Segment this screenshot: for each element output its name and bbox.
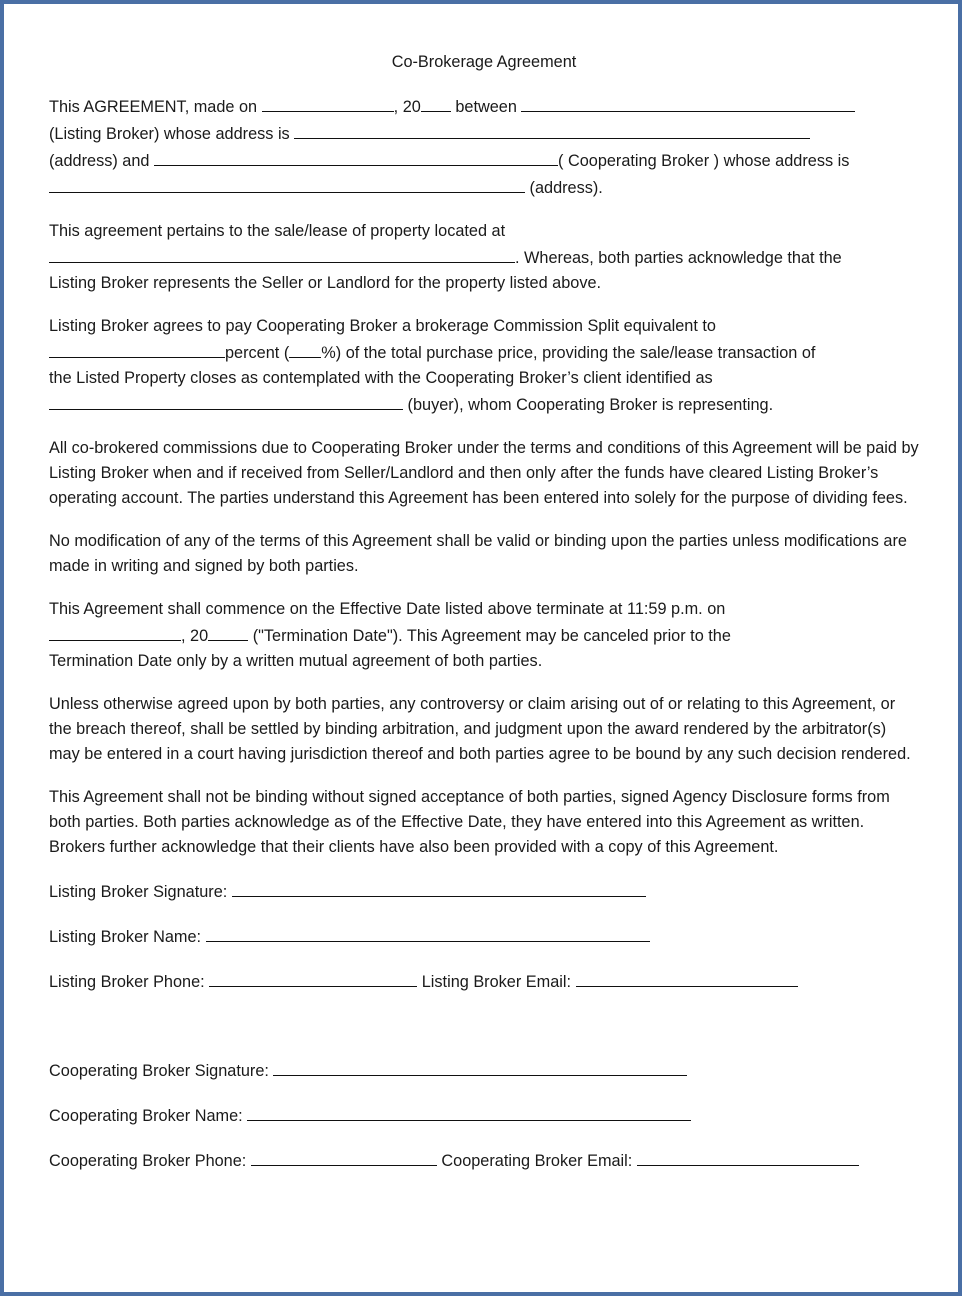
text: Listing Broker represents the Seller or Landlord for the property listed above.: [49, 274, 602, 292]
text: Termination Date only by a written mutual agreement of both parties.: [49, 652, 543, 670]
cooperating-broker-email-field[interactable]: [637, 1147, 859, 1166]
text: . Whereas, both parties acknowledge that the: [515, 249, 842, 267]
cooperating-broker-name-row: [49, 1102, 919, 1129]
listing-broker-email-field[interactable]: [576, 968, 798, 987]
text: This agreement pertains to the sale/lease of property located at: [49, 222, 506, 240]
text: , 20: [393, 98, 421, 116]
text: , 20: [181, 627, 209, 645]
text: Listing Broker agrees to pay Cooperating Broker a brokerage Commission Split equivalent to: [49, 317, 716, 335]
termination-paragraph: [49, 597, 919, 674]
termination-year-field[interactable]: [208, 622, 248, 641]
label: Listing Broker Name:: [49, 928, 202, 946]
property-location-field[interactable]: [49, 244, 515, 263]
cooperating-broker-signature-field[interactable]: [273, 1057, 687, 1076]
text: ("Termination Date"). This Agreement may be canceled prior to the: [252, 627, 731, 645]
text: ( Cooperating Broker ) whose address is: [558, 152, 850, 170]
agreement-parties-paragraph: [49, 93, 919, 201]
label: Listing Broker Phone:: [49, 973, 205, 991]
label: Cooperating Broker Email:: [441, 1152, 633, 1170]
property-paragraph: [49, 219, 919, 296]
text: percent (: [225, 344, 290, 362]
cooperating-broker-contact-row: [49, 1147, 919, 1174]
text: (address) and: [49, 152, 150, 170]
commission-split-field[interactable]: [49, 339, 225, 358]
listing-broker-contact-row: [49, 968, 919, 995]
listing-broker-phone-field[interactable]: [209, 968, 417, 987]
text: This AGREEMENT, made on: [49, 98, 258, 116]
listing-broker-address-field[interactable]: [294, 120, 810, 139]
agreement-year-field[interactable]: [421, 93, 451, 112]
label: Cooperating Broker Name:: [49, 1107, 243, 1125]
commission-paragraph: [49, 314, 919, 418]
commission-percent-field[interactable]: [289, 339, 321, 358]
cooperating-broker-signature-row: [49, 1057, 919, 1084]
label: Cooperating Broker Phone:: [49, 1152, 247, 1170]
listing-broker-signature-row: [49, 878, 919, 905]
text: (address).: [529, 179, 603, 197]
label: Listing Broker Signature:: [49, 883, 228, 901]
text: between: [455, 98, 517, 116]
text: This Agreement shall commence on the Effective Date listed above terminate at 11:59 p.m. on: [49, 600, 726, 618]
agreement-date-field[interactable]: [262, 93, 394, 112]
buyer-client-field[interactable]: [49, 391, 403, 410]
cooperating-broker-phone-field[interactable]: [251, 1147, 437, 1166]
listing-broker-name-row: [49, 923, 919, 950]
label: Cooperating Broker Signature:: [49, 1062, 269, 1080]
text: (buyer), whom Cooperating Broker is representing.: [407, 396, 774, 414]
document-title: Co-Brokerage Agreement: [391, 53, 577, 71]
cooperating-broker-field[interactable]: [154, 147, 558, 166]
text: (Listing Broker) whose address is: [49, 125, 290, 143]
label: Listing Broker Email:: [421, 973, 572, 991]
listing-broker-field[interactable]: [521, 93, 855, 112]
termination-date-field[interactable]: [49, 622, 181, 641]
listing-broker-signature-field[interactable]: [232, 878, 646, 897]
commissions-paragraph: All co-brokered commissions due to Cooperating Broker under the terms and conditions of this Agreement will be paid by Listing Broker when and if received from Seller/Landlord and then only after the funds have cleared Listing Broker’s operating account. The parties understand this Agreement has been entered into solely for the purpose of dividing fees.: [49, 439, 919, 507]
arbitration-paragraph: Unless otherwise agreed upon by both parties, any controversy or claim arising out of or relating to this Agreement, or the breach thereof, shall be settled by binding arbitration, and judgment upon the award rendered by the arbitrator(s) may be entered in a court having jurisdiction thereof and both parties agree to be bound by any such decision rendered.: [49, 695, 911, 763]
text: %) of the total purchase price, providing the sale/lease transaction of: [321, 344, 816, 362]
modification-paragraph: No modification of any of the terms of this Agreement shall be valid or binding upon the parties unless modifications are made in writing and signed by both parties.: [49, 532, 907, 575]
document-page: [49, 50, 919, 1192]
acceptance-paragraph: This Agreement shall not be binding without signed acceptance of both parties, signed Agency Disclosure forms from both parties. Both parties acknowledge as of the Effective Date, they have entered into this Agreement as written. Brokers further acknowledge that their clients have also been provided with a copy of this Agreement.: [49, 788, 890, 856]
cooperating-broker-address-field[interactable]: [49, 174, 525, 193]
cooperating-broker-name-field[interactable]: [247, 1102, 691, 1121]
listing-broker-name-field[interactable]: [206, 923, 650, 942]
text: the Listed Property closes as contemplated with the Cooperating Broker’s client identified as: [49, 369, 713, 387]
